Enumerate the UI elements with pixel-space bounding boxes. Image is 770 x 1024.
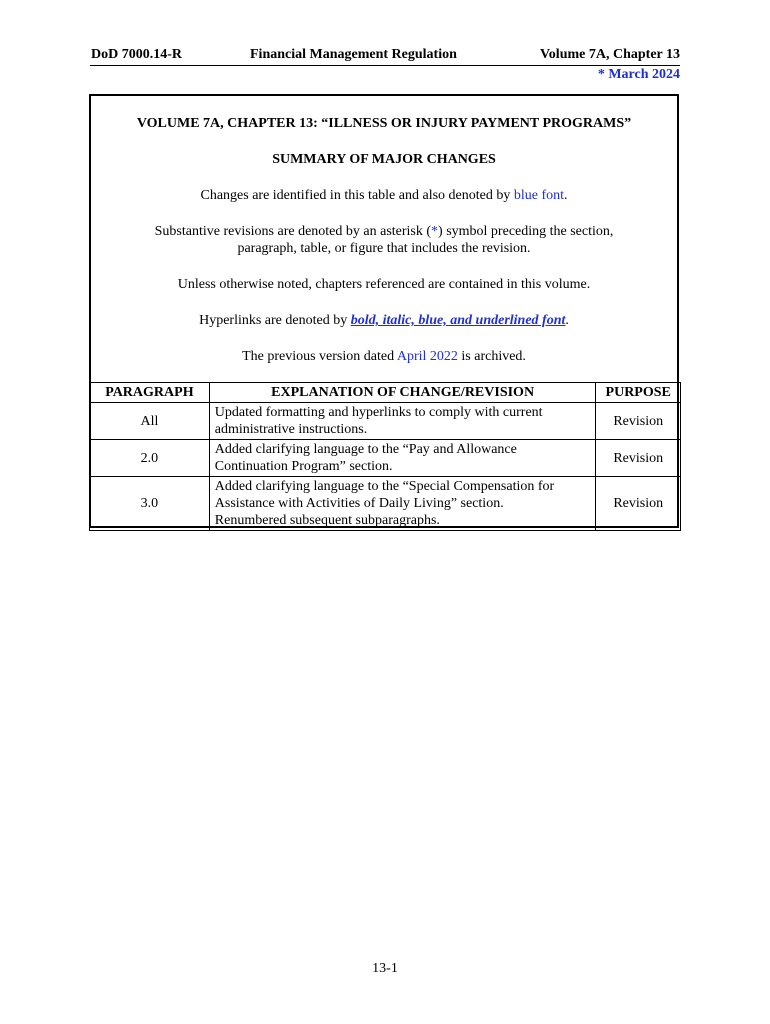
table-row	[90, 477, 681, 531]
blue-font-sample: blue font	[513, 188, 564, 203]
regulation-title: Financial Management Regulation	[250, 47, 457, 62]
row-purpose: Revision	[596, 403, 681, 440]
revision-date: * March 2024	[597, 67, 680, 82]
table-header-row	[90, 383, 681, 403]
row-explanation	[209, 440, 596, 477]
chapters-note: Unless otherwise noted, chapters referenced are contained in this volume.	[177, 277, 591, 292]
revisions-note	[91, 223, 677, 240]
hyperlink-sample[interactable]: bold, italic, blue, and underlined font	[350, 313, 566, 328]
doc-id: DoD 7000.14-R	[91, 47, 182, 62]
changes-table	[89, 382, 681, 531]
summary-box	[89, 94, 679, 528]
explanation-line: Updated formatting and hyperlinks to comply with current	[214, 405, 543, 420]
explanation-line: Assistance with Activities of Daily Living” section.	[214, 496, 504, 511]
explanation-line: Added clarifying language to the “Pay and Allowance	[214, 442, 517, 457]
hyperlinks-note	[91, 312, 677, 329]
table-row	[90, 440, 681, 477]
explanation-line: Added clarifying language to the “Special Compensation for	[214, 479, 555, 494]
previous-version-text: The previous version dated	[242, 349, 397, 364]
header-rule	[90, 65, 680, 66]
previous-version-note	[91, 348, 677, 365]
row-paragraph: 3.0	[90, 477, 210, 531]
col-header-paragraph: PARAGRAPH	[90, 383, 210, 403]
previous-version-end: is archived.	[457, 349, 526, 364]
explanation-line: administrative instructions.	[214, 422, 368, 437]
summary-heading: SUMMARY OF MAJOR CHANGES	[272, 152, 496, 167]
row-paragraph: All	[90, 403, 210, 440]
table-row	[90, 403, 681, 440]
row-explanation	[209, 403, 596, 440]
revisions-note-end: ) symbol preceding the section,	[438, 224, 614, 239]
hyperlinks-note-text: Hyperlinks are denoted by	[199, 313, 351, 328]
explanation-line: Continuation Program” section.	[214, 459, 393, 474]
hyperlinks-note-end: .	[565, 313, 569, 328]
chapter-title: VOLUME 7A, CHAPTER 13: “ILLNESS OR INJURY PAYMENT PROGRAMS”	[136, 116, 632, 131]
changes-note	[91, 187, 677, 204]
volume-chapter: Volume 7A, Chapter 13	[539, 47, 680, 62]
revisions-note-text: Substantive revisions are denoted by an asterisk (	[154, 224, 432, 239]
row-purpose: Revision	[596, 440, 681, 477]
col-header-explanation: EXPLANATION OF CHANGE/REVISION	[209, 383, 596, 403]
changes-note-end: .	[564, 188, 568, 203]
previous-version-date: April 2022	[396, 349, 458, 364]
row-paragraph: 2.0	[90, 440, 210, 477]
changes-note-text: Changes are identified in this table and also denoted by	[200, 188, 514, 203]
row-purpose: Revision	[596, 477, 681, 531]
row-explanation	[209, 477, 596, 531]
explanation-line: Renumbered subsequent subparagraphs.	[214, 513, 440, 528]
asterisk-symbol: *	[431, 224, 439, 239]
revisions-note-line2: paragraph, table, or figure that includes the revision.	[237, 241, 531, 256]
page-number: 13-1	[372, 961, 398, 976]
col-header-purpose: PURPOSE	[596, 383, 681, 403]
